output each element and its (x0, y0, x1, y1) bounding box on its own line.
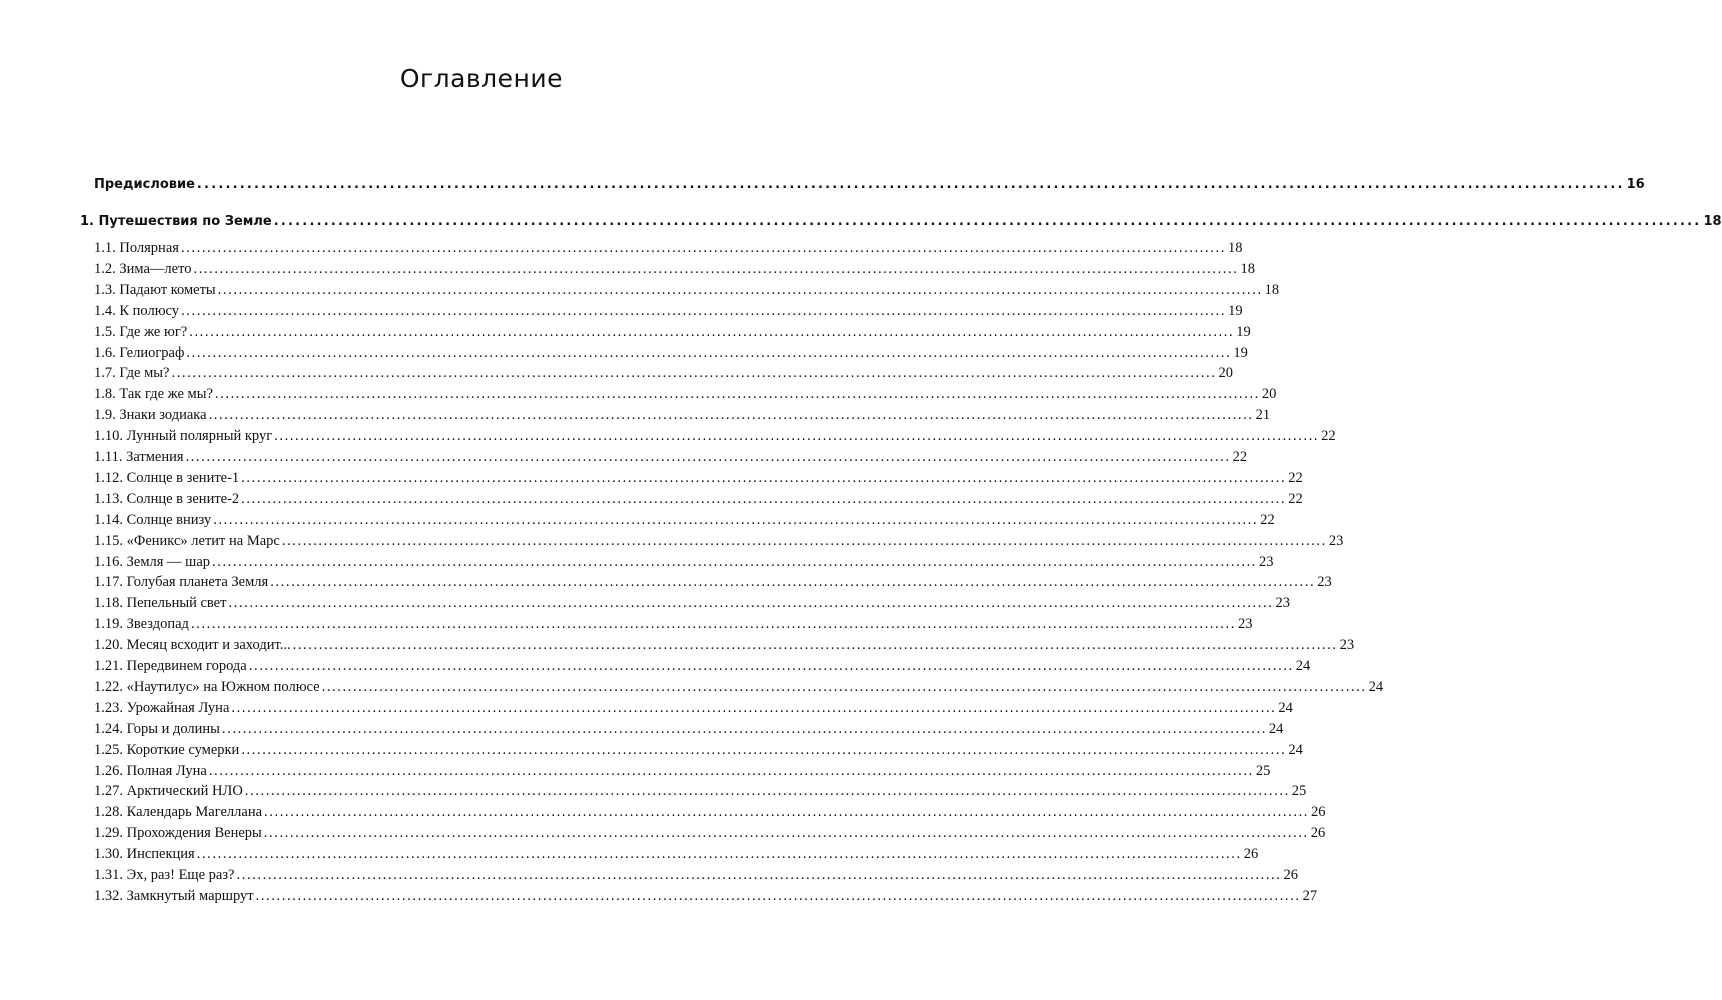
toc-entry-label: 1.29. Прохождения Венеры (94, 825, 262, 842)
toc-entry (94, 281, 1280, 299)
toc-entry-label: 1.16. Земля — шар (94, 553, 211, 570)
toc-entry-label: 1.11. Затмения (94, 449, 184, 465)
toc-leader-dots: ........................................................................................................................................................................................................ (213, 511, 1259, 528)
toc-entry-page: 26 (1311, 804, 1326, 821)
toc-leader-dots: ........................................................................................................................................................................................................ (185, 449, 1231, 465)
toc-entry-page: 18 (1240, 260, 1255, 277)
toc-leader-dots: ........................................................................................................................................................................................................ (190, 616, 1236, 633)
toc-leader-dots: ........................................................................................................................................................................................................ (214, 386, 1260, 403)
toc-entry-page: 24 (1278, 699, 1293, 716)
toc-entry-label: 1.31. Эх, раз! Еще раз? (94, 867, 235, 883)
toc-entry (94, 720, 1284, 738)
toc-entry-label: 1.12. Солнце в зените-1 (94, 469, 240, 486)
toc-entry-label: 1.3. Падают кометы (94, 281, 216, 298)
toc-entry (94, 595, 1290, 612)
toc-entry-label: 1.13. Солнце в зените-2 (94, 490, 240, 507)
toc-entry-page: 24 (1288, 741, 1303, 758)
toc-entry-label: Предисловие (94, 177, 195, 192)
toc-entry-page: 23 (1237, 616, 1253, 633)
toc-entry-label: 1.24. Горы и долины (94, 720, 220, 737)
toc-entry-page: 19 (1236, 323, 1251, 340)
toc-entry (94, 469, 1303, 487)
toc-entry (94, 574, 1332, 591)
toc-entry-label: 1.5. Где же юг? (94, 323, 188, 340)
toc-entry (94, 407, 1271, 424)
toc-entry-page: 22 (1288, 469, 1303, 486)
toc-entry-label: 1.26. Полная Луна (94, 762, 207, 779)
toc-leader-dots: ........................................................................................................................................................................................................ (212, 553, 1258, 570)
page-title: Оглавление (399, 64, 563, 93)
toc-entry (94, 783, 1307, 800)
toc-entry-page: 22 (1260, 511, 1275, 528)
toc-entry-page: 16 (1626, 177, 1645, 192)
toc-entry (94, 532, 1344, 550)
toc-entry-label: 1.30. Инспекция (94, 846, 195, 863)
toc-entry (94, 553, 1274, 571)
toc-entry-label: 1.10. Лунный полярный круг (94, 428, 273, 445)
toc-entry (94, 867, 1298, 884)
toc-entry (94, 678, 1384, 696)
toc-leader-dots: ........................................................................................................................................................................................................ (208, 407, 1254, 424)
toc-leader-dots: ........................................................................................................................................................................................................ (244, 783, 1290, 800)
toc-leader-dots: ........................................................................................................................................................................................................ (196, 846, 1242, 863)
toc-leader-dots: ........................................................................................................................................................................................................ (196, 177, 1625, 192)
toc-entry-label: 1.28. Календарь Магеллана (94, 804, 263, 821)
toc-entry-page: 25 (1291, 783, 1307, 800)
toc-leader-dots: ........................................................................................................................................................................................................ (180, 240, 1226, 256)
toc-entry (94, 386, 1277, 403)
toc-leader-dots: ........................................................................................................................................................................................................ (228, 595, 1274, 612)
toc-entry-page: 19 (1228, 302, 1243, 319)
toc-entry (94, 699, 1293, 717)
toc-entry-label: 1.21. Передвинем города (94, 658, 247, 674)
toc-entry-label: 1.19. Звездопад (94, 616, 189, 633)
toc-entry (94, 490, 1303, 508)
toc-entry-label: 1.9. Знаки зодиака (94, 407, 207, 424)
toc-entry (94, 637, 1355, 654)
toc-leader-dots: ........................................................................................................................................................................................................ (221, 720, 1267, 737)
toc-entry (94, 323, 1251, 341)
toc-entry-page: 24 (1268, 720, 1284, 737)
toc-entry-page: 24 (1368, 678, 1384, 695)
toc-entry (94, 616, 1253, 633)
toc-entry-page: 23 (1328, 532, 1344, 549)
toc-entry-page: 20 (1261, 386, 1277, 403)
toc-entry (94, 302, 1243, 320)
toc-entry-label: 1.7. Где мы? (94, 365, 170, 382)
toc-entry-page: 18 (1227, 240, 1243, 256)
toc-entry-label: 1.25. Короткие сумерки (94, 741, 240, 758)
toc-entry-page: 18 (1703, 214, 1722, 229)
toc-leader-dots: ........................................................................................................................................................................................................ (241, 490, 1287, 507)
toc-entry-label: 1.1. Полярная (94, 240, 179, 256)
toc-entry-page: 22 (1321, 428, 1336, 445)
toc-entry-page: 23 (1317, 574, 1332, 591)
toc-leader-dots: ........................................................................................................................................................................................................ (263, 825, 1309, 842)
toc-leader-dots: ........................................................................................................................................................................................................ (186, 344, 1232, 361)
toc-entry (94, 240, 1243, 257)
toc-leader-dots: ........................................................................................................................................................................................................ (281, 532, 1327, 549)
toc-entry-page: 22 (1232, 449, 1248, 465)
toc-entry-label: 1.8. Так где же мы? (94, 386, 213, 403)
toc-entry-label: 1.2. Зима—лето (94, 260, 192, 277)
toc-leader-dots: ........................................................................................................................................................................................................ (171, 365, 1217, 382)
toc-leader-dots: ........................................................................................................................................................................................................ (321, 678, 1367, 695)
toc-leader-dots: ........................................................................................................................................................................................................ (248, 658, 1294, 674)
toc-leader-dots: ........................................................................................................................................................................................................ (264, 804, 1310, 821)
toc-leader-dots: ........................................................................................................................................................................................................ (189, 323, 1235, 340)
toc-entry-label: 1.4. К полюсу (94, 302, 180, 319)
toc-entry-label: 1.6. Гелиограф (94, 344, 185, 361)
toc-leader-dots: ........................................................................................................................................................................................................ (270, 574, 1316, 591)
toc-entry (94, 511, 1275, 529)
toc-entry-page: 22 (1288, 490, 1303, 507)
toc-entry-page: 25 (1255, 762, 1271, 779)
toc-entry (94, 887, 1318, 905)
toc-leader-dots: ........................................................................................................................................................................................................ (193, 260, 1239, 277)
toc-entry (94, 449, 1248, 466)
toc-leader-dots: ........................................................................................................................................................................................................ (255, 887, 1301, 904)
toc-entry (94, 825, 1326, 842)
toc-entry-label: 1. Путешествия по Земле (80, 214, 272, 229)
toc-leader-dots: ........................................................................................................................................................................................................ (274, 428, 1320, 445)
toc-entry-label: 1.15. «Феникс» летит на Марс (94, 532, 280, 549)
toc-entry-page: 24 (1295, 658, 1311, 674)
toc-leader-dots: ........................................................................................................................................................................................................ (181, 302, 1227, 319)
toc-leader-dots: ........................................................................................................................................................................................................ (241, 741, 1287, 758)
toc-leader-dots: ........................................................................................................................................................................................................ (217, 281, 1263, 298)
toc-leader-dots: ........................................................................................................................................................................................................ (231, 699, 1277, 716)
toc-leader-dots: ........................................................................................................................................................................................................ (236, 867, 1282, 883)
toc-entry-label: 1.17. Голубая планета Земля (94, 574, 269, 591)
toc-entry-page: 18 (1264, 281, 1280, 298)
toc-entry-label: 1.14. Солнце внизу (94, 511, 212, 528)
toc-entry-page: 26 (1310, 825, 1326, 842)
toc-leader-dots: ........................................................................................................................................................................................................ (273, 214, 1702, 229)
toc-entry (94, 658, 1311, 675)
toc-entry (94, 428, 1336, 445)
toc-entry-page: 26 (1283, 867, 1298, 883)
toc-entry-label: 1.27. Арктический НЛО (94, 783, 243, 800)
toc-entry-label: 1.23. Урожайная Луна (94, 699, 230, 716)
toc-leader-dots: ........................................................................................................................................................................................................ (292, 637, 1338, 654)
toc-entry-label: 1.20. Месяц всходит и заходит... (94, 637, 291, 654)
toc-entry-page: 26 (1243, 846, 1259, 863)
toc-entry (94, 762, 1271, 780)
toc-entry (94, 741, 1303, 759)
toc-entry (94, 177, 1645, 192)
toc-entry (94, 846, 1259, 863)
toc-entry (94, 344, 1248, 362)
toc-entry-label: 1.32. Замкнутый маршрут (94, 887, 254, 904)
toc-entry-page: 23 (1339, 637, 1355, 654)
toc-entry-page: 21 (1255, 407, 1271, 424)
toc-entry (94, 804, 1326, 821)
toc-entry-page: 19 (1233, 344, 1248, 361)
toc-entry-label: 1.22. «Наутилус» на Южном полюсе (94, 678, 320, 695)
toc-leader-dots: ........................................................................................................................................................................................................ (208, 762, 1254, 779)
toc-entry-page: 20 (1218, 365, 1233, 382)
toc-entry (94, 365, 1233, 382)
toc-entry-label: 1.18. Пепельный свет (94, 595, 227, 612)
toc-entry (94, 260, 1255, 278)
toc-leader-dots: ........................................................................................................................................................................................................ (241, 469, 1287, 486)
toc-entry-page: 23 (1275, 595, 1290, 612)
toc-entry-page: 23 (1259, 553, 1274, 570)
toc-entry (80, 214, 1722, 229)
toc-entry-page: 27 (1302, 887, 1318, 904)
